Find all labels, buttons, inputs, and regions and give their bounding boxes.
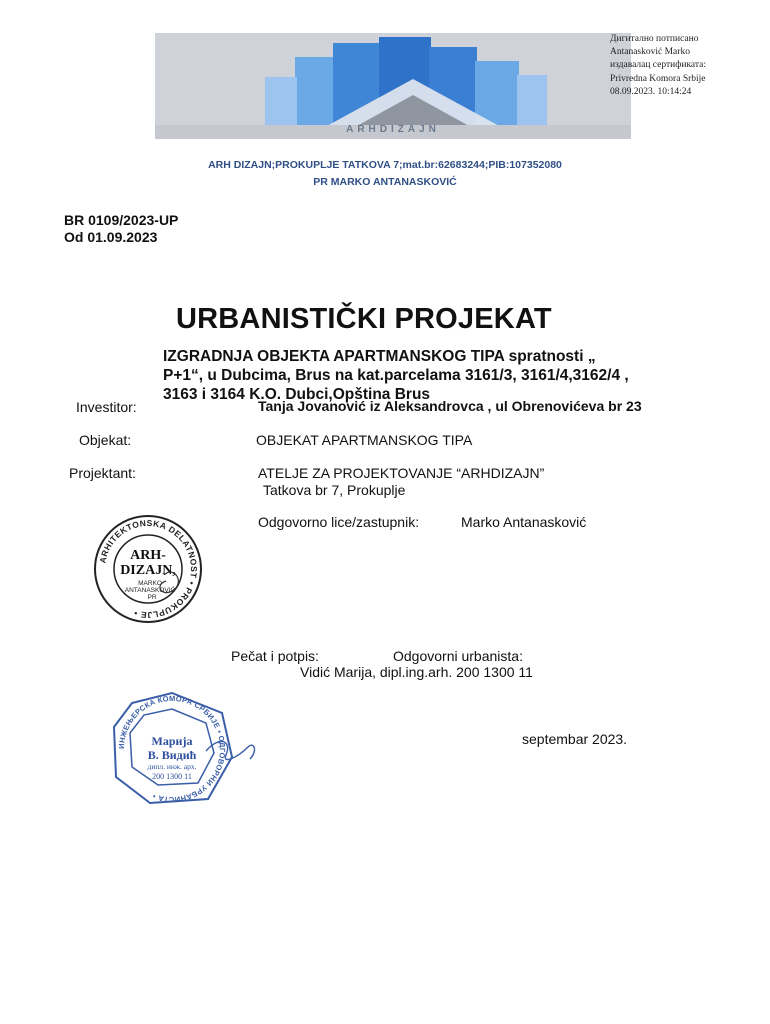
company-logo-banner xyxy=(155,33,631,139)
stamp-small-1: MARKO xyxy=(138,580,162,587)
signature-line: Antanasković Marko xyxy=(610,47,690,58)
designer-value-2: Tatkova br 7, Prokuplje xyxy=(263,482,406,498)
document-subtitle xyxy=(163,347,743,404)
reference-number: BR 0109/2023-UP xyxy=(64,212,179,228)
seal-license: 200 1300 11 xyxy=(152,772,192,781)
seal-name-1: Марија xyxy=(151,734,193,748)
responsible-label: Odgovorno lice/zastupnik: xyxy=(258,514,420,530)
logo-text: ARHDIZAJN xyxy=(346,124,440,135)
object-label: Objekat: xyxy=(79,432,132,448)
stamp-center-2: DIZAJN, xyxy=(120,563,176,578)
investor-value: Tanja Jovanović iz Aleksandrovca , ul Obrenovićeva br 23 xyxy=(258,398,642,414)
stamp-ring-text: ARHITEKTONSKA DELATNOST • PROKUPLJE • xyxy=(97,517,200,621)
document-date: septembar 2023. xyxy=(522,731,628,747)
signature-line: 08.09.2023. 10:14:24 xyxy=(610,86,692,97)
designer-value-1: ATELJE ZA PROJEKTOVANJE “ARHDIZAJN” xyxy=(258,465,545,481)
firm-line-1: ARH DIZAJN;PROKUPLJE TATKOVA 7;mat.br:62683244;PIB:107352080 xyxy=(208,159,562,171)
signature-line: Privredna Komora Srbije xyxy=(610,73,706,84)
company-stamp xyxy=(92,513,204,625)
signature-line: Дигитално потписано xyxy=(610,34,699,44)
seal-title: дипл. инж. арх. xyxy=(147,762,197,771)
reference-date: Od 01.09.2023 xyxy=(64,229,158,245)
firm-line-2: PR MARKO ANTANASKOVIĆ xyxy=(313,176,457,188)
stamp-small-3: PR xyxy=(147,594,157,601)
stamp-small-2: ANTANASKOVIĆ xyxy=(124,587,176,594)
subtitle-line: IZGRADNJA OBJEKTA APARTMANSKOG TIPA spratnosti „ xyxy=(163,348,596,365)
seal-label: Pečat i potpis: xyxy=(231,648,319,664)
subtitle-line: P+1“, u Dubcima, Brus na kat.parcelama 3161/3, 3161/4,3162/4 , xyxy=(163,367,629,384)
urbanist-value: Vidić Marija, dipl.ing.arh. 200 1300 11 xyxy=(300,664,533,680)
responsible-value: Marko Antanasković xyxy=(461,514,587,530)
signature-line: издавалац сертификата: xyxy=(610,60,707,71)
subtitle-line: 3163 i 3164 K.O. Dubci,Opština Brus xyxy=(163,386,431,403)
document-title: URBANISTIČKI PROJEKAT xyxy=(176,303,552,335)
stamp-center-1: ARH- xyxy=(130,548,166,563)
digital-signature xyxy=(610,33,760,99)
seal-name-2: В. Видић xyxy=(147,748,197,762)
designer-label: Projektant: xyxy=(69,465,136,481)
investor-label: Investitor: xyxy=(76,399,137,415)
seal-ring-text: ИНЖЕЊЕРСКА КОМОРА СРБИЈЕ • ОДГОВОРНИ УРБАНИСТА • xyxy=(116,693,228,805)
urbanist-label: Odgovorni urbanista: xyxy=(393,648,523,664)
engineer-stamp xyxy=(98,691,268,811)
object-value: OBJEKAT APARTMANSKOG TIPA xyxy=(256,432,473,448)
